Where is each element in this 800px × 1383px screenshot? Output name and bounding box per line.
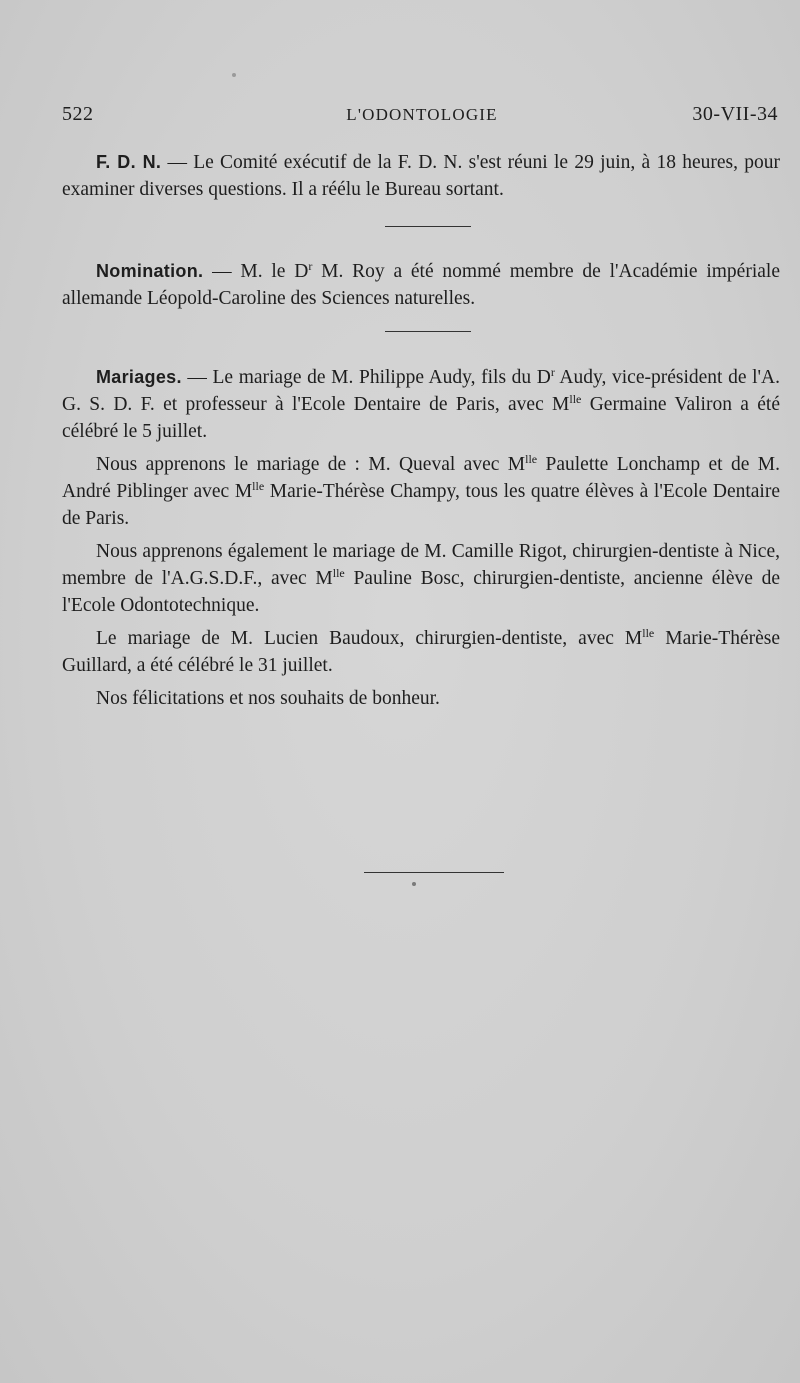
issue-date: 30-VII-34 — [692, 103, 778, 125]
section-divider — [385, 226, 471, 227]
mariages-p1-text-c: Germaine Valiron a été célébré le 5 juillet. — [62, 394, 780, 442]
end-ornament-dot — [412, 882, 416, 886]
section-divider — [385, 331, 471, 332]
nomination-text-b: M. Roy a été nommé membre de l'Académie impériale allemande Léopold-Caroline des Sciences naturelles. — [62, 261, 780, 309]
nomination-sup: r — [308, 259, 313, 273]
mariages-p5-text: Nos félicitations et nos souhaits de bonheur. — [96, 688, 440, 709]
mariages-p3-sup: lle — [332, 566, 345, 580]
fdn-heading: F. D. N. — [96, 152, 162, 172]
mariages-p3-text-a: Nous apprenons également le mariage de M. Camille Rigot, chirurgien-dentiste à Nice, membre de l'A.G.S.D.F., avec M — [62, 541, 780, 589]
mariages-p1-text-a: — Le mariage de M. Philippe Audy, fils du D — [181, 367, 551, 388]
mariages-p2-text-c: Marie-Thérèse Champy, tous les quatre élèves à l'Ecole Dentaire de Paris. — [62, 481, 780, 529]
mariages-p2-sup-2: lle — [252, 479, 265, 493]
mariages-p1-sup-1: r — [550, 365, 555, 379]
mariages-p3-text-b: Pauline Bosc, chirurgien-dentiste, ancienne élève de l'Ecole Odontotechnique. — [62, 568, 780, 616]
mariages-p2-sup-1: lle — [525, 452, 538, 466]
journal-title: L'ODONTOLOGIE — [346, 105, 498, 124]
fdn-text: — Le Comité exécutif de la F. D. N. s'est réuni le 29 juin, à 18 heures, pour examiner diverses questions. Il a réélu le Bureau sortant. — [62, 152, 781, 200]
mariages-paragraph-4 — [62, 625, 780, 679]
running-head — [62, 103, 782, 133]
page-number: 522 — [62, 103, 94, 125]
paper-speck — [232, 73, 236, 77]
mariages-p1-sup-2: lle — [569, 392, 582, 406]
mariages-heading: Mariages. — [96, 367, 182, 387]
nomination-section — [62, 258, 780, 312]
mariages-paragraph-1 — [62, 364, 780, 445]
fdn-section — [62, 149, 780, 203]
mariages-section — [62, 364, 780, 712]
mariages-paragraph-2 — [62, 451, 780, 532]
fdn-paragraph — [62, 149, 780, 203]
nomination-heading: Nomination. — [96, 261, 204, 281]
mariages-p1-text-b: Audy, vice-président de l'A. G. S. D. F. et professeur à l'Ecole Dentaire de Paris, avec M — [62, 367, 780, 415]
mariages-p4-text-b: Marie-Thérèse Guillard, a été célébré le 31 juillet. — [62, 628, 780, 676]
mariages-p2-text-a: Nous apprenons le mariage de : M. Queval avec M — [96, 454, 526, 475]
mariages-p4-sup: lle — [642, 626, 655, 640]
mariages-paragraph-5 — [62, 685, 780, 712]
end-divider — [364, 872, 504, 873]
nomination-paragraph — [62, 258, 780, 312]
mariages-p2-text-b: Paulette Lonchamp et de M. André Piblinger avec M — [62, 454, 780, 502]
mariages-paragraph-3 — [62, 538, 780, 619]
nomination-text-a: — M. le D — [203, 261, 309, 282]
mariages-p4-text-a: Le mariage de M. Lucien Baudoux, chirurgien-dentiste, avec M — [96, 628, 643, 649]
